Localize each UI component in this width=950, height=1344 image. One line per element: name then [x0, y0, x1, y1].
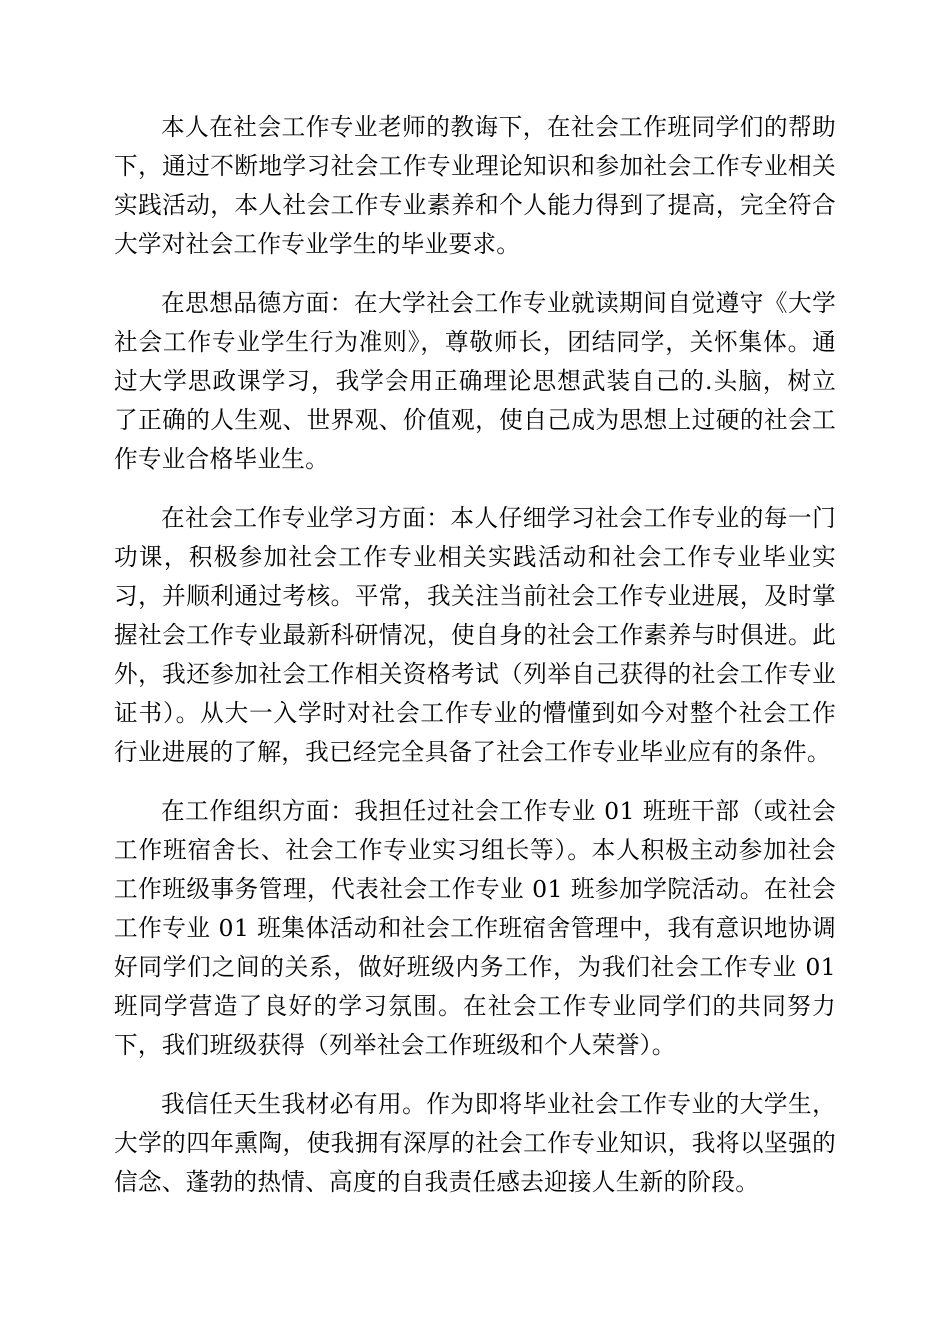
paragraph-professional-study: 在社会工作专业学习方面：本人仔细学习社会工作专业的每一门功课，积极参加社会工作专业相关实践活动和社会工作专业毕业实习，并顺利通过考核。平常，我关注当前社会工作专业进展，及时掌握社会工作专业最新科研情况，使自身的社会工作素养与时俱进。此外，我还参加社会工作相关资格考试（列举自己获得的社会工作专业证书）。从大一入学时对社会工作专业的懵懂到如今对整个社会工作行业进展的了解，我已经完全具备了社会工作专业毕业应有的条件。 [114, 504, 836, 766]
paragraph-intro: 本人在社会工作专业老师的教诲下，在社会工作班同学们的帮助下，通过不断地学习社会工作专业理论知识和参加社会工作专业相关实践活动，本人社会工作专业素养和个人能力得到了提高，完全符合大学对社会工作专业学生的毕业要求。 [114, 113, 836, 258]
paragraph-work-organization: 在工作组织方面：我担任过社会工作专业 01 班班干部（或社会工作班宿舍长、社会工作专业实习组长等）。本人积极主动参加社会工作班级事务管理，代表社会工作专业 01 班参加学院活动。在社会工作专业 01 班集体活动和社会工作班宿舍管理中，我有意识地协调好同学们之间的关系，做好班级内务工作，为我们社会工作专业 01 班同学营造了良好的学习氛围。在社会工作专业同学们的共同努力下，我们班级获得（列举社会工作班级和个人荣誉）。 [114, 797, 836, 1059]
document-body [114, 108, 836, 1222]
paragraph-moral-character: 在思想品德方面：在大学社会工作专业就读期间自觉遵守《大学社会工作专业学生行为准则》，尊敬师长，团结同学，关怀集体。通过大学思政课学习，我学会用正确理论思想武装自己的.头脑，树立了正确的人生观、世界观、价值观，使自己成为思想上过硬的社会工作专业合格毕业生。 [114, 289, 836, 473]
paragraph-conclusion: 我信任天生我材必有用。作为即将毕业社会工作专业的大学生，大学的四年熏陶，使我拥有深厚的社会工作专业知识，我将以坚强的信念、蓬勃的热情、高度的自我责任感去迎接人生新的阶段。 [114, 1090, 836, 1196]
